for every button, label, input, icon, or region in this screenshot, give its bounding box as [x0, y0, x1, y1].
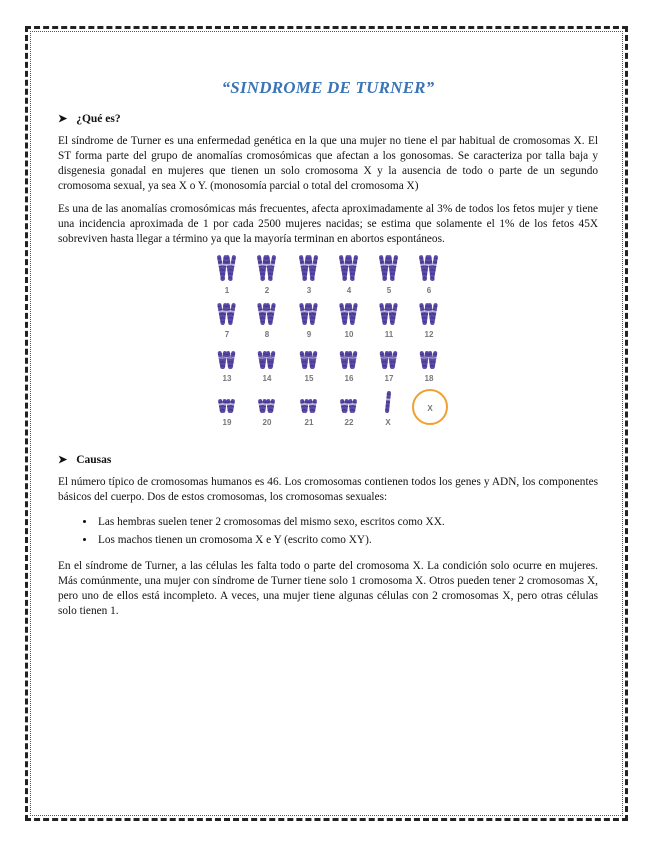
chromosome-x-single [384, 391, 391, 413]
paragraph-causes-intro: El número típico de cromosomas humanos es 46. Los cromosomas contienen todos los genes y ADN, los componentes básicos del cuerpo. Dos de estos cromosomas, los cromosomas sexuales: [58, 476, 598, 503]
chromosome-pair-9 [299, 303, 319, 325]
chromosome-label: 1 [224, 286, 230, 295]
chromosome-label: 10 [344, 330, 354, 339]
chromosome-pair-1 [216, 255, 236, 281]
section-heading-label: ¿Qué es? [76, 112, 121, 125]
arrow-bullet-icon: ➤ [58, 454, 68, 466]
karyotype-svg [58, 255, 598, 431]
section-heading-causas [58, 453, 598, 466]
paragraph-definition: El síndrome de Turner es una enfermedad genética en la que una mujer no tiene el par habitual de cromosomas X. El ST forma parte del grupo de anomalías cromosómicas que afectan a los gonosomas. Se caracteriza por talla baja y disgenesia gonadal en mujeres que tienen un solo cromosoma X y la ausencia de todo o parte de un segundo cromosoma sexual, ya sea X o Y. (monosomía parcial o total del cromosoma X) [58, 135, 598, 192]
chromosome-label: 18 [424, 374, 434, 383]
chromosome-pair-21 [299, 399, 317, 414]
chromosome-pair-15 [299, 351, 318, 370]
chromosome-pair-3 [298, 255, 318, 281]
chromosome-label: 9 [306, 330, 312, 339]
chromosome-label: 11 [384, 330, 394, 339]
chromosome-pair-19 [217, 399, 235, 414]
list-item: • Las hembras suelen tener 2 cromosomas del mismo sexo, escritos como XX. [96, 513, 598, 531]
chromosome-pair-12 [419, 303, 439, 325]
chromosome-label: 2 [264, 286, 270, 295]
chromosome-label: 15 [304, 374, 314, 383]
chromosome-label: 12 [424, 330, 434, 339]
karyotype-figure [58, 255, 598, 431]
document-body [58, 78, 598, 627]
chromosome-label: 19 [222, 418, 232, 427]
chromosome-label: 4 [346, 286, 352, 295]
chromosome-label: 17 [384, 374, 394, 383]
chromosome-pair-18 [419, 351, 438, 370]
chromosome-label: 7 [224, 330, 230, 339]
chromosome-label: X [427, 404, 433, 413]
paragraph-frequency: Es una de las anomalías cromosómicas más frecuentes, afecta aproximadamente al 3% de todos los fetos mujer y tiene una incidencia aproximada de 1 por cada 2500 mujeres nacidas; se estima que solamente el 1% de los fetos 45X sobreviven hasta llegar a término ya que la mayoría terminan en abortos espontáneos. [58, 203, 598, 245]
chromosome-pair-X [384, 391, 391, 413]
chromosome-label: 6 [426, 286, 432, 295]
chromosome-label: 8 [264, 330, 270, 339]
bullet-list [58, 513, 598, 549]
chromosome-pair-4 [338, 255, 358, 281]
chromosome-pair-5 [378, 255, 398, 281]
chromosome-label: X [385, 418, 391, 427]
chromosome-label: 16 [344, 374, 354, 383]
section-heading-que-es [58, 112, 598, 125]
paragraph-causes-closing: En el síndrome de Turner, a las células les falta todo o parte del cromosoma X. La condición solo ocurre en mujeres. Más comúnmente, una mujer con síndrome de Turner tiene solo 1 cromosoma X. Otros pueden tener 2 cromosomas X, pero uno de ellos está incompleto. A veces, una mujer tiene algunas células con 2 cromosomas X, pero otras células solo tienen 1. [58, 560, 598, 617]
document-title: “SINDROME DE TURNER” [221, 78, 435, 97]
chromosome-label: 20 [262, 418, 272, 427]
chromosome-label: 13 [222, 374, 232, 383]
chromosome-pair-11 [379, 303, 399, 325]
chromosome-pair-6 [418, 255, 438, 281]
chromosome-pair-22 [339, 399, 357, 414]
chromosome-pair-20 [257, 399, 275, 414]
chromosome-pair-17 [379, 351, 398, 370]
chromosome-pair-10 [339, 303, 359, 325]
chromosome-label: 5 [386, 286, 392, 295]
arrow-bullet-icon: ➤ [58, 113, 68, 125]
chromosome-pair-7 [217, 303, 237, 325]
chromosome-pair-16 [339, 351, 358, 370]
section-heading-label: Causas [76, 453, 112, 466]
chromosome-pair-13 [217, 351, 236, 370]
chromosome-pair-2 [256, 255, 276, 281]
chromosome-pair-14 [257, 351, 276, 370]
chromosome-pair-8 [257, 303, 277, 325]
chromosome-label: 21 [304, 418, 314, 427]
chromosome-label: 14 [262, 374, 272, 383]
chromosome-label: 3 [306, 286, 312, 295]
list-item: • Los machos tienen un cromosoma X e Y (escrito como XY). [96, 531, 598, 549]
chromosome-label: 22 [344, 418, 354, 427]
